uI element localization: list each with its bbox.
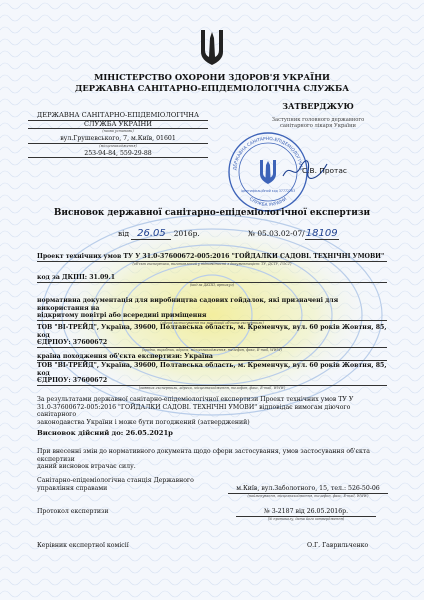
manufacturer-section: [37, 324, 387, 361]
applicant-line2: ЄДРПОУ: 37600672: [37, 377, 387, 386]
conclusion-line2: 31.0-37600672-005:2016 "ГОЙДАЛКИ САДОВІ. ТЕХНІЧНІ УМОВИ" відповідає вимогам діючого санітарного: [37, 403, 351, 419]
commission-head-name: О.Г. Гаврильченко: [307, 542, 369, 549]
protocol-label: Протокол експертизи: [37, 508, 109, 515]
project-caption: (об'єкт експертизи, виготовлений у відповідності з документацією: ТУ, ДСТУ, ГОСТ): [132, 261, 292, 266]
application-line2: відкритому повітрі або всередині приміщення: [37, 312, 387, 321]
station-address-block: [228, 485, 388, 498]
approver-position-line1: Заступник головного державного: [271, 117, 365, 123]
protocol-number: № 3-2187 від 26.05.2016р.: [236, 508, 376, 517]
changes-notice: При внесенні змін до нормативного документа щодо сфери застосування, умов застосування об'єкта експертизи даний висновок втрачає силу.: [37, 448, 370, 471]
approval-block: [236, 101, 400, 129]
issuer-name-line1: ДЕРЖАВНА САНІТАРНО-ЕПІДЕМІОЛОГІЧНА: [28, 112, 208, 121]
protocol-block: [236, 508, 376, 521]
conclusion-line1: За результатами державної санітарно-епідеміологічної експертизи Проект технічних умов ТУ У: [37, 396, 354, 403]
manufacturer-caption: (країна, виробник, адреса, місцезнаходження, телефон, факс, E-mail, WWW): [142, 347, 282, 352]
dkpp-caption: (код за ДКПП, артикул): [189, 282, 235, 287]
approver-position-line2: санітарного лікаря України: [280, 123, 356, 129]
station-address: м.Київ, вул.Заболотного, 15, тел.: 526-50-06: [228, 485, 388, 494]
approval-title: ЗАТВЕРДЖУЮ: [282, 101, 354, 111]
applicant-caption: (заявник експертизи, адреса, місцезнаходження, телефон, факс, E-mail, WWW): [138, 385, 286, 390]
stamp-trident-icon: [260, 160, 276, 184]
handwritten-date: 26.05: [131, 228, 171, 240]
handwritten-number: 18109: [305, 228, 338, 239]
conclusion-line3: законодавства України і може бути погоджений (затверджений): [37, 418, 250, 426]
commission-head-label: Керівник експертної комісії: [37, 542, 129, 549]
station-address-caption: (найменування, місцезнаходження, телефон, факс, E-mail, WWW): [247, 493, 369, 498]
application-caption: (сфера застосування та реалізації об'єкта експертизи): [160, 320, 264, 325]
project-name: Проект технічних умов ТУ У 31.0-37600672-005:2016 "ГОЙДАЛКИ САДОВІ. ТЕХНІЧНІ УМОВИ": [37, 253, 387, 262]
issuer-name-line2: СЛУЖБА УКРАЇНИ: [28, 121, 208, 130]
document-title: Висновок державної санітарно-епідеміологічної експертизи: [53, 208, 371, 218]
dkpp-code: код за ДКПП: 31.09.1: [37, 274, 387, 283]
issuer-address: вул.Грушевського, 7, м.Київ, 01601: [28, 135, 208, 144]
svg-text:СЛУЖБА УКРАЇНИ: [248, 196, 288, 208]
validity-date: Висновок дійсний до: 26.05.2021р: [37, 429, 173, 437]
manufacturer-line2: ЄДРПОУ: 37600672: [37, 339, 387, 348]
date-field: від 26.05 2016р.: [118, 228, 200, 239]
applicant-section: [37, 362, 387, 390]
trident-emblem-icon: [198, 28, 226, 68]
address-caption: (місцезнаходження): [99, 143, 137, 148]
dkpp-section: [37, 274, 387, 287]
stamp-code-text: ідентифікаційний код 37772263: [240, 189, 296, 193]
conclusion-section: [37, 396, 387, 426]
applicant-line1: ТОВ "ВІ-ТРЕЙД", Україна, 39600, Полтавська область, м. Кременчук, вул. 60 років Жовтня, 85, код: [37, 362, 387, 377]
application-line1: нормативна документація для виробництва садових гойдалок, які призначені для використання на: [37, 297, 339, 312]
issuer-phones: 253-94-84, 559-29-88: [28, 150, 208, 159]
number-field: № 05.03.02-07/18109: [248, 228, 338, 239]
station-name: Санітарно-епідеміологічна станція Державного управління справами: [37, 477, 194, 492]
stamp-ring-bottom-text: СЛУЖБА УКРАЇНИ: [247, 196, 289, 209]
application-section: [37, 297, 387, 325]
approver-name: С.В. Протас: [302, 166, 347, 175]
manufacturer-line1: ТОВ "ВІ-ТРЕЙД", Україна, 39600, Полтавська область, м. Кременчук, вул. 60 років Жовтня, 85, код: [37, 324, 387, 339]
protocol-caption: (№ протоколу, дата його затвердження): [267, 516, 345, 521]
project-section: [37, 253, 387, 266]
country-of-origin: країна походження об'єкта експертизи: Україна: [37, 353, 387, 362]
ministry-title: МІНІСТЕРСТВО ОХОРОНИ ЗДОРОВ'Я УКРАЇНИ ДЕРЖАВНА САНІТАРНО-ЕПІДЕМІОЛОГІЧНА СЛУЖБА: [74, 72, 350, 93]
stamp-ring-top-text: ДЕРЖАВНА САНІТАРНО-ЕПІДЕМІОЛОГІЧНА: [233, 136, 303, 171]
issuer-block: [28, 112, 208, 158]
issuer-caption: (назва установи): [102, 129, 134, 134]
